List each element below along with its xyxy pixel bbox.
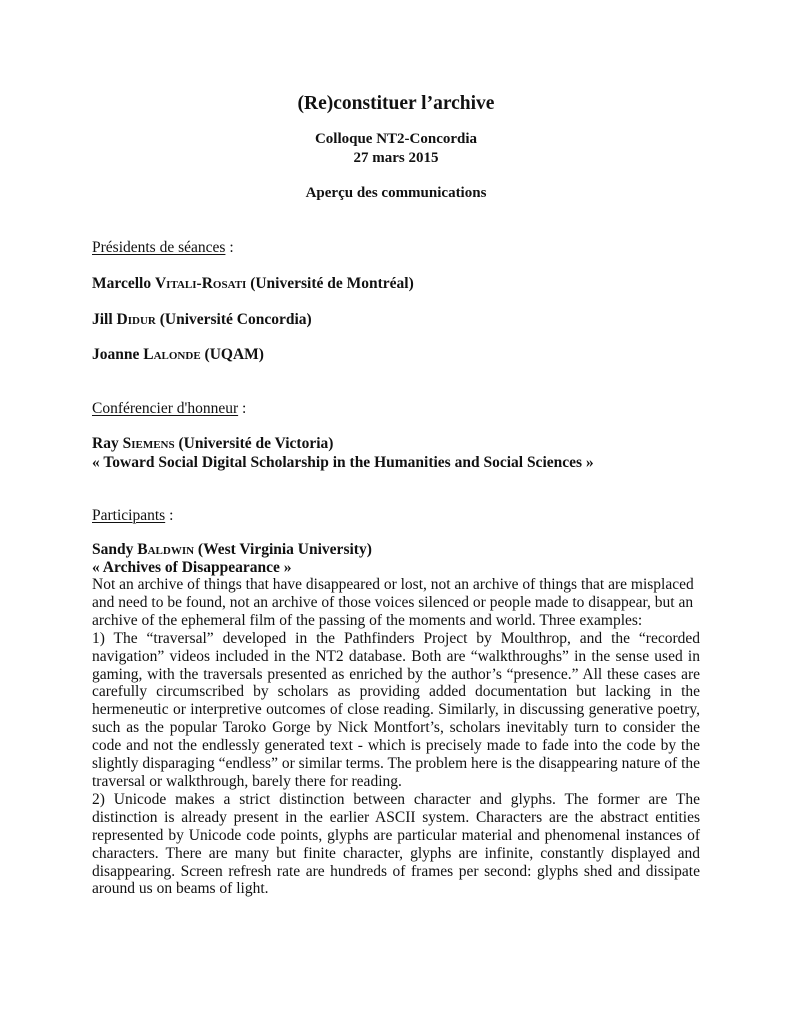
participants-label-suffix: : (165, 507, 174, 524)
participants-label: Participants (92, 507, 166, 524)
chairs-label: Présidents de séances (92, 239, 226, 256)
keynote-heading (92, 400, 246, 418)
conference-date: 27 mars 2015 (353, 150, 439, 166)
chair-affiliation: (Université Concordia) (155, 311, 312, 328)
participants-heading (92, 507, 173, 525)
abstract-paragraph: 2) Unicode makes a strict distinction between character and glyphs. The former are The distinction is already present in the earlier ASCII system. Characters are the abstract entities represented by Unicode code points, glyphs are particular material and phenomenal instances of characters. There are many but finite character, glyphs are infinite, constantly displayed and disappearing. Screen refresh rate are hundreds of frames per second: glyphs shed and dissipate around us on beams of light. (92, 790, 700, 898)
chair-last-name: Vitali-Rosati (154, 275, 247, 292)
participant-first-name: Sandy (92, 541, 138, 558)
chair-entry (92, 346, 264, 364)
chair-affiliation: (Université de Montréal) (246, 275, 414, 292)
chair-last-name: Didur (116, 311, 156, 328)
participant-speaker (92, 541, 372, 559)
participant-abstract (92, 576, 700, 898)
chairs-label-suffix: : (225, 239, 234, 256)
participant-last-name: Baldwin (137, 541, 195, 558)
keynote-last-name: Siemens (122, 435, 175, 452)
chair-entry (92, 275, 414, 293)
chair-last-name: Lalonde (143, 346, 201, 363)
chair-affiliation: (UQAM) (200, 346, 264, 363)
chairs-heading (92, 239, 234, 257)
keynote-talk-title: « Toward Social Digital Scholarship in the Humanities and Social Sciences » (92, 454, 594, 471)
chair-first-name: Marcello (92, 275, 155, 292)
conference-name: Colloque NT2-Concordia (314, 131, 478, 147)
chair-first-name: Jill (92, 311, 117, 328)
participant-affiliation: (West Virginia University) (194, 541, 372, 558)
keynote-first-name: Ray (92, 435, 123, 452)
keynote-affiliation: (Université de Victoria) (174, 435, 334, 452)
chair-entry (92, 311, 312, 329)
keynote-label: Conférencier d'honneur (92, 400, 239, 417)
keynote-label-suffix: : (238, 400, 247, 417)
document-title: (Re)constituer l’archive (297, 93, 495, 114)
chair-first-name: Joanne (92, 346, 144, 363)
participant-talk-title: « Archives of Disappearance » (92, 559, 292, 576)
document-subtitle: Aperçu des communications (305, 185, 487, 201)
keynote-speaker (92, 435, 333, 453)
abstract-paragraph: 1) The “traversal” developed in the Pathfinders Project by Moulthrop, and the “recorded navigation” videos included in the NT2 database. Both are “walkthroughs” in the sense used in gaming, with the traversals presented as enriched by the author’s “presence.” All these cases are carefully circumscribed by scholars as providing added documentation but lacking in the hermeneutic or interpretive outcomes of close reading. Similarly, in discussing generative poetry, such as the popular Taroko Gorge by Nick Montfort’s, scholars inevitably turn to consider the code and not the endlessly generated text - which is precisely made to fade into the code by the slightly disparaging “endless” or similar terms. The problem here is the disappearing nature of the traversal or walkthrough, barely there for reading. (92, 629, 700, 790)
abstract-paragraph: Not an archive of things that have disappeared or lost, not an archive of things that are misplaced and need to be found, not an archive of those voices silenced or people made to disappear, but an archive of the ephemeral film of the passing of the moments and world. Three examples: (92, 576, 694, 629)
